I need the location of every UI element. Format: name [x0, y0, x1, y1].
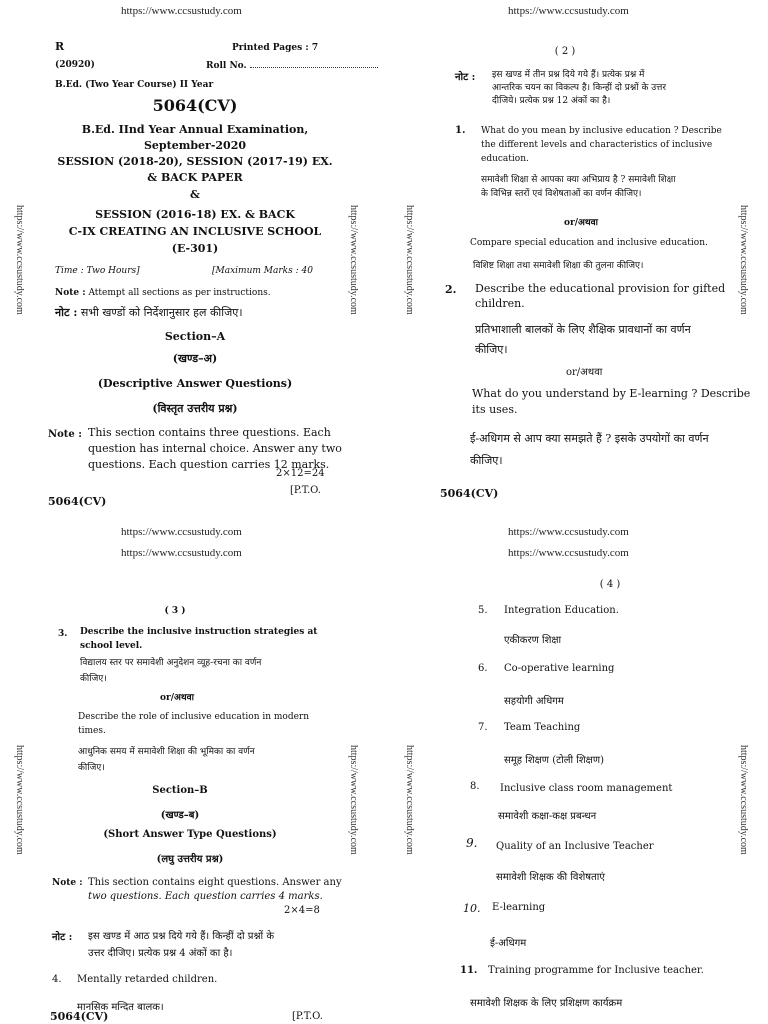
p2-note-line: दीजिये। प्रत्येक प्रश्न 12 अंकों का है।	[492, 96, 611, 106]
p3-note-hi	[88, 928, 274, 962]
mid-url-right-1[interactable]: https://www.ccsustudy.com	[508, 526, 629, 538]
p2-note-text	[492, 69, 666, 108]
p2-note-line: इस खण्ड में तीन प्रश्न दिये गये हैं। प्रत्येक प्रश्न में	[492, 70, 645, 80]
p3-q3-line: Describe the inclusive instruction strategies at	[80, 627, 318, 637]
p3-q4: Mentally retarded children.	[77, 974, 218, 985]
p3-q3b-hi-line: कीजिए।	[78, 763, 105, 773]
p1-time: Time : Two Hours]	[55, 266, 140, 276]
p2-q2b-line: What do you understand by E-learning ? Describe	[472, 387, 751, 400]
p2-q1-line: What do you mean by inclusive education ? Describe	[481, 126, 722, 136]
p4-item-en: E-learning	[492, 902, 546, 913]
p2-q2-hi-line: प्रतिभाशाली बालकों के लिए शैक्षिक प्रावधानों का वर्णन	[475, 323, 691, 336]
p2-q1-hi-line: के विभिन्न स्तरों एवं विशेषताओं का वर्णन कीजिए।	[481, 189, 642, 199]
p3-q4-no: 4.	[52, 974, 62, 985]
p4-item-hi: सहयोगी अधिगम	[504, 696, 564, 707]
p1-note2-line: questions. Each question carries 12 marks.	[88, 458, 330, 471]
p3-q3-hi-line: कीजिए।	[80, 674, 107, 684]
p3-q3-no: 3.	[58, 629, 68, 639]
p2-q1-line: the different levels and characteristics of inclusive	[481, 140, 713, 150]
mid-url-right-2[interactable]: https://www.ccsustudy.com	[508, 547, 629, 559]
p3-note-line: two questions. Each question carries 4 marks.	[88, 891, 323, 902]
p2-q1-hi-line: समावेशी शिक्षा से आपका क्या अभिप्राय है ? समावेशी शिक्षा	[481, 175, 676, 185]
p3-note-hi-line: इस खण्ड में आठ प्रश्न दिये गये हैं। किन्हीं दो प्रश्नों के	[88, 931, 275, 942]
p2-q1b: Compare special education and inclusive education.	[470, 238, 708, 248]
p2-q2b-hi-line: ई-अधिगम से आप क्या समझते हैं ? इसके उपयोगों का वर्णन	[470, 432, 709, 445]
p2-q2-hi-line: कीजिए।	[475, 343, 508, 356]
p4-item-hi: एकीकरण शिक्षा	[504, 635, 562, 646]
p3-or: or/अथवा	[160, 693, 194, 703]
p3-section-hi: (खण्ड–ब)	[160, 810, 200, 821]
p1-roll-no	[206, 61, 378, 71]
p3-note	[88, 876, 342, 904]
p1-pto: [P.T.O.	[290, 485, 321, 496]
p3-q3-hi	[80, 655, 261, 687]
p4-item-no: 10.	[463, 902, 481, 915]
p4-item-no: 6.	[478, 663, 488, 674]
p2-q2b-line: its uses.	[472, 403, 518, 416]
p1-note2-text	[88, 425, 342, 473]
p3-note-label: Note :	[52, 878, 83, 888]
p1-note2-line: This section contains three questions. Each	[88, 426, 331, 439]
p2-note-label: नोट :	[455, 72, 476, 83]
p2-q2-hi	[475, 320, 691, 360]
p1-amp: &	[190, 188, 200, 201]
p1-note2-line: question has internal choice. Answer any two	[88, 442, 342, 455]
p2-q2-line: children.	[475, 297, 525, 310]
p4-item-hi: समावेशी शिक्षक के लिए प्रशिक्षण कार्यक्रम	[470, 998, 623, 1009]
side-url-8: https://www.ccsustudy.com	[738, 745, 749, 855]
side-url-3: https://www.ccsustudy.com	[404, 205, 415, 315]
p3-calc: 2×4=8	[284, 905, 320, 916]
p3-note-hi-label: नोट :	[52, 932, 73, 943]
p2-or1: or/अथवा	[564, 218, 598, 228]
p3-q3b-hi-line: आधुनिक समय में समावेशी शिक्षा की भूमिका का वर्णन	[78, 747, 255, 757]
header-url-left[interactable]: https://www.ccsustudy.com	[121, 5, 242, 17]
p1-note2-label: Note :	[48, 429, 82, 440]
side-url-6: https://www.ccsustudy.com	[348, 745, 359, 855]
p3-q3	[80, 625, 317, 653]
p1-printed-pages: Printed Pages : 7	[232, 43, 319, 53]
side-url-7: https://www.ccsustudy.com	[404, 745, 415, 855]
p1-section-hi: (खण्ड–अ)	[172, 352, 218, 365]
p1-paper-code: 5064(CV)	[152, 96, 238, 115]
p1-sub-code: (E-301)	[171, 242, 219, 255]
p2-footer: 5064(CV)	[440, 487, 499, 500]
mid-url-left-1[interactable]: https://www.ccsustudy.com	[121, 526, 242, 538]
p2-q2b-hi	[470, 428, 709, 472]
p2-or2: or/अथवा	[566, 367, 603, 378]
p3-q3-hi-line: विद्यालय स्तर पर समावेशी अनुदेशन व्यूह-रचना का वर्णन	[80, 658, 262, 668]
p3-q3-line: school level.	[80, 641, 143, 651]
p1-note-text: Attempt all sections as per instructions.	[88, 288, 271, 298]
p1-desc-hi: (विस्तृत उत्तरीय प्रश्न)	[152, 402, 238, 415]
p1-note-label: Note :	[55, 288, 86, 298]
p2-q2b-hi-line: कीजिए।	[470, 454, 503, 467]
p4-item-no: 9.	[466, 836, 478, 850]
p2-note-line: आन्तरिक चयन का विकल्प है। किन्हीं दो प्रश्नों के उत्तर	[492, 83, 667, 93]
side-url-2: https://www.ccsustudy.com	[348, 205, 359, 315]
p1-session1: SESSION (2018-20), SESSION (2017-19) EX.	[57, 155, 333, 168]
p3-note-hi-line: उत्तर दीजिए। प्रत्येक प्रश्न 4 अंकों का है।	[88, 948, 233, 959]
p1-back: & BACK PAPER	[147, 171, 243, 184]
p4-item-en: Team Teaching	[504, 722, 581, 733]
p1-footer: 5064(CV)	[48, 495, 107, 508]
p1-r: R	[55, 40, 65, 53]
p1-note-hi-text: सभी खण्डों को निर्देशानुसार हल कीजिए।	[80, 306, 243, 319]
p4-item-hi: समावेशी कक्षा-कक्ष प्रबन्धन	[498, 811, 597, 822]
p2-q1	[481, 124, 722, 166]
p3-q4-hi: मानसिक मन्दित बालक।	[77, 1002, 164, 1013]
p2-q1b-hi: विशिष्ट शिक्षा तथा समावेशी शिक्षा की तुलना कीजिए।	[473, 261, 644, 271]
p2-q1-line: education.	[481, 154, 529, 164]
p4-item-en: Co-operative learning	[504, 663, 615, 674]
p3-q3b-line: Describe the role of inclusive education in modern	[78, 712, 310, 722]
p3-short: (Short Answer Type Questions)	[103, 829, 277, 840]
header-url-right[interactable]: https://www.ccsustudy.com	[508, 5, 629, 17]
p3-note-line: This section contains eight questions. Answer any	[88, 877, 342, 888]
p4-item-en: Integration Education.	[504, 605, 619, 616]
p2-q2	[475, 281, 725, 311]
p2-q2-no: 2.	[445, 283, 457, 296]
p2-page-no: ( 2 )	[554, 46, 576, 57]
p4-item-en: Inclusive class room management	[500, 783, 673, 794]
p1-code: (20920)	[55, 60, 95, 70]
p1-course: B.Ed. (Two Year Course) II Year	[55, 80, 214, 90]
p4-item-hi: समूह शिक्षण (टोली शिक्षण)	[504, 755, 604, 766]
p1-section: Section–A	[164, 330, 226, 343]
p1-exam: B.Ed. IInd Year Annual Examination,	[81, 123, 309, 136]
p1-desc: (Descriptive Answer Questions)	[97, 377, 293, 390]
p1-note-hi-label: नोट :	[55, 306, 78, 319]
p4-item-hi: समावेशी शिक्षक की विशेषताएं	[496, 872, 605, 883]
p3-section: Section–B	[152, 785, 208, 796]
roll-no-label: Roll No.	[206, 61, 247, 71]
p3-short-hi: (लघु उत्तरीय प्रश्न)	[156, 854, 224, 865]
p4-item-en: Training programme for Inclusive teacher.	[488, 965, 704, 976]
p2-q1-no: 1.	[455, 125, 466, 136]
p3-footer: 5064(CV)	[50, 1010, 109, 1023]
p4-item-no: 7.	[478, 722, 488, 733]
side-url-1: https://www.ccsustudy.com	[14, 205, 25, 315]
p4-item-en: Quality of an Inclusive Teacher	[496, 841, 654, 852]
p2-q1-hi	[481, 173, 676, 201]
p3-page-no: ( 3 )	[164, 606, 186, 616]
p4-item-hi: ई-अधिगम	[490, 938, 527, 949]
p4-item-no: 5.	[478, 605, 488, 616]
p2-q2-line: Describe the educational provision for gifted	[475, 282, 726, 295]
p4-item-no: 11.	[460, 965, 478, 976]
p4-item-no: 8.	[470, 781, 480, 792]
side-url-5: https://www.ccsustudy.com	[14, 745, 25, 855]
p1-subject: C-IX CREATING AN INCLUSIVE SCHOOL	[68, 225, 322, 238]
p3-pto: [P.T.O.	[292, 1011, 323, 1022]
p2-q2b	[472, 386, 750, 418]
side-url-4: https://www.ccsustudy.com	[738, 205, 749, 315]
p4-page-no: ( 4 )	[599, 579, 621, 590]
p3-q3b-line: times.	[78, 726, 106, 736]
p3-q3b-hi	[78, 744, 255, 776]
mid-url-left-2[interactable]: https://www.ccsustudy.com	[121, 547, 242, 559]
p1-marks: [Maximum Marks : 40	[212, 266, 313, 276]
p1-session2: SESSION (2016-18) EX. & BACK	[95, 208, 295, 221]
p1-calc: 2×12=24	[276, 468, 325, 479]
p3-q3b	[78, 710, 309, 738]
p1-month: September-2020	[143, 139, 247, 152]
